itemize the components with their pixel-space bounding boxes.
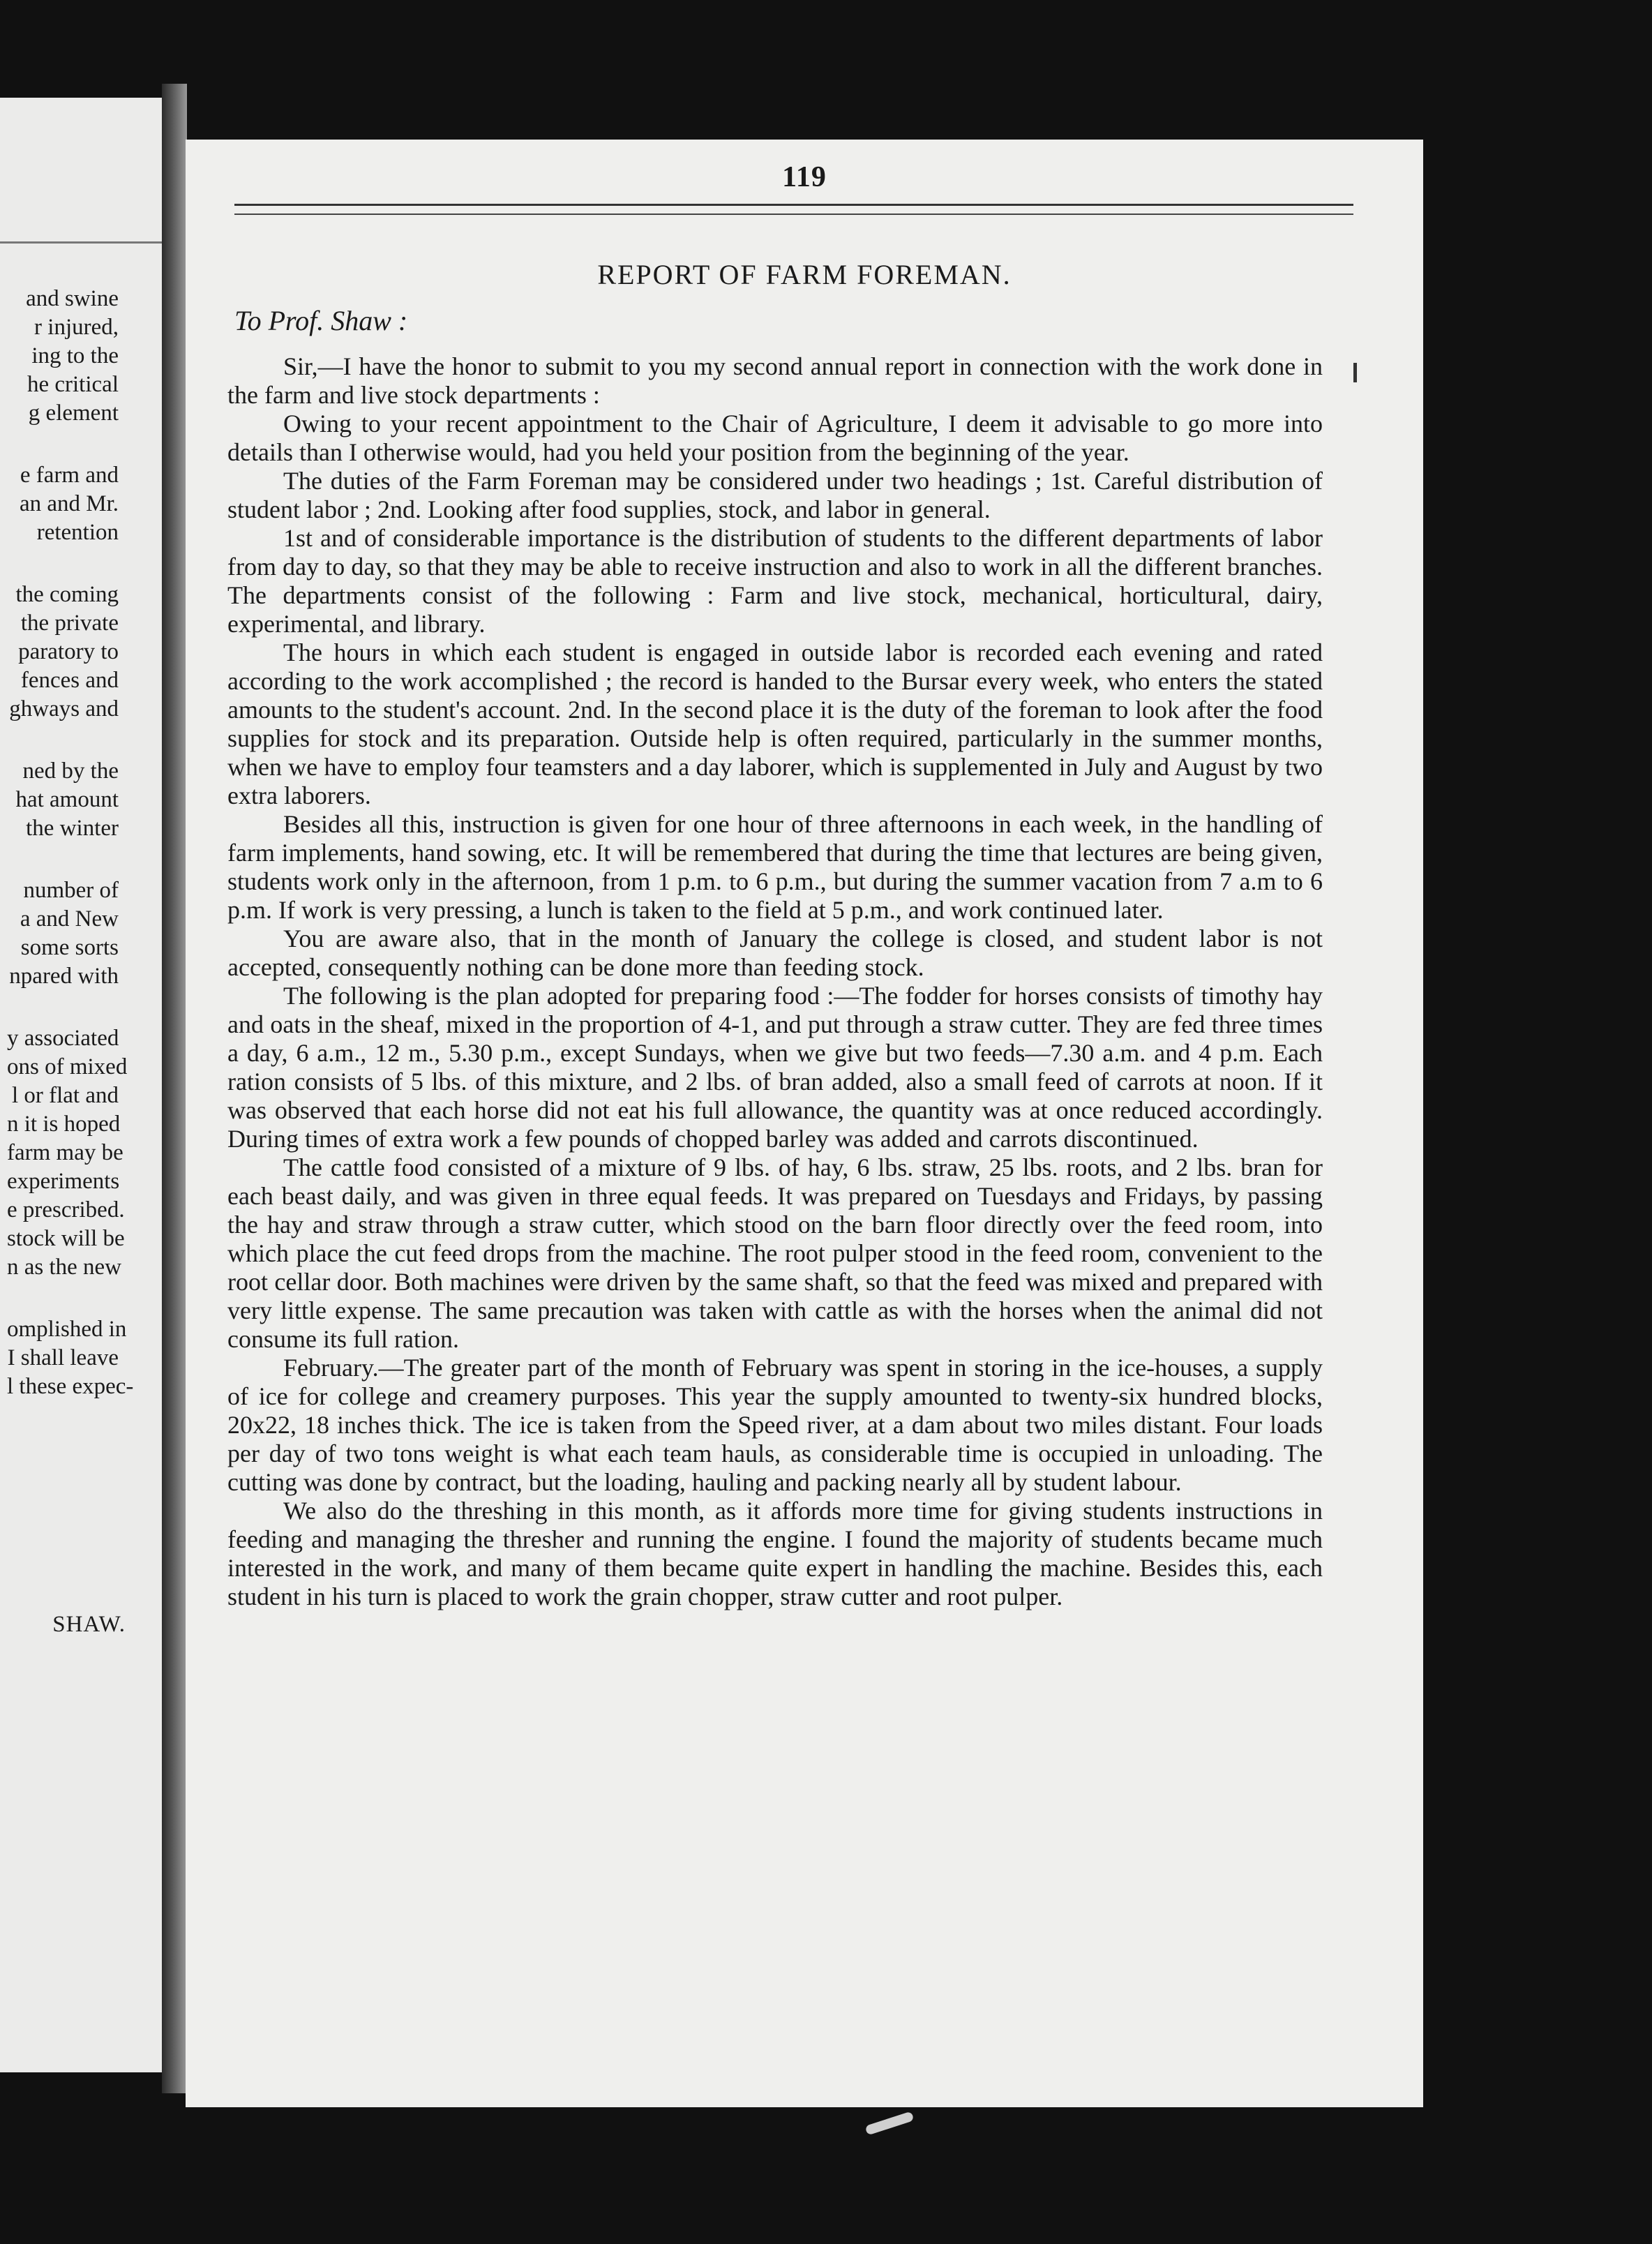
- line-gap: [7, 547, 119, 581]
- left-page-line: retention: [36, 520, 119, 545]
- right-page: [186, 140, 1423, 2107]
- left-page-line: stock will be: [7, 1226, 125, 1251]
- left-page-line: and swine: [26, 286, 119, 311]
- left-page-line: ghways and: [9, 696, 119, 721]
- left-page-line: farm may be: [7, 1140, 123, 1165]
- left-page-line: a and New: [20, 906, 119, 932]
- report-body: [227, 352, 1323, 1611]
- left-page-line: he critical: [27, 372, 119, 397]
- left-page-line: e prescribed.: [7, 1197, 125, 1222]
- left-page-line: e farm and: [20, 463, 119, 488]
- paragraph: We also do the threshing in this month, as it affords more time for giving students instructions in feeding and managing the thresher and running the engine. I found the majority of students became much interested in the work, and many of them became quite expert in handling the machine. Besides this, each student in his turn is placed to work the grain chopper, straw cutter and root pulper.: [227, 1497, 1323, 1610]
- left-page-line: r injured,: [34, 315, 119, 340]
- book-gutter: [162, 84, 187, 2093]
- header-rule: [234, 204, 1353, 206]
- left-page-line: ons of mixed: [7, 1054, 128, 1079]
- left-page-line: the winter: [26, 816, 119, 841]
- salutation: To Prof. Shaw :: [234, 305, 408, 336]
- paragraph: You are aware also, that in the month of January the college is closed, and student labor is not accepted, consequently nothing can be done more than feeding stock.: [227, 925, 1323, 981]
- left-page-line: fences and: [20, 668, 119, 693]
- left-page-line: ing to the: [31, 343, 119, 368]
- left-page-line: an and Mr.: [19, 491, 119, 516]
- left-page-line: some sorts: [20, 935, 119, 960]
- paragraph: 1st and of considerable importance is the distribution of students to the different departments of labor from day to day, so that they may be able to receive instruction and also to work in all the different branches. The departments consist of the following : Farm and live stock, mechanical, horticultural, dairy, experimental, and library.: [227, 524, 1323, 638]
- signature: SHAW.: [52, 1612, 126, 1637]
- left-page-line: g element: [28, 401, 119, 426]
- line-gap: [7, 991, 119, 1024]
- report-title: REPORT OF FARM FOREMAN.: [597, 259, 1012, 290]
- left-page-line: y associated: [7, 1026, 119, 1051]
- line-gap: [7, 843, 119, 876]
- left-page-line: the coming: [15, 582, 119, 607]
- left-page-rule: [0, 241, 162, 244]
- line-gap: [7, 1282, 119, 1315]
- left-page-text: [7, 285, 134, 1401]
- left-page-line: hat amount: [15, 787, 119, 812]
- left-page-line: experiments: [7, 1169, 120, 1194]
- line-gap: [7, 428, 119, 461]
- paragraph: The cattle food consisted of a mixture of 9 lbs. of hay, 6 lbs. straw, 25 lbs. roots, and 2 lbs. bran for each beast daily, and was given in three equal feeds. It was prepared on Tuesdays and Fridays, by passing the hay and straw through a straw cutter, which stood on the barn floor directly over the feed room, into which place the cut feed drops from the machine. The root pulper stood in the feed room, convenient to the root cellar door. Both machines were driven by the same shaft, so that the feed was mixed and prepared with very little expense. The same precaution was taken with cattle as with the horses when the animal did not consume its full ration.: [227, 1153, 1323, 1353]
- left-page-line: l or flat and: [11, 1083, 119, 1108]
- left-page-line: ned by the: [22, 758, 119, 784]
- left-page-line: npared with: [9, 964, 119, 989]
- left-page-line: number of: [23, 878, 119, 903]
- paragraph: The hours in which each student is engaged in outside labor is recorded each evening and rated according to the work accomplished ; the record is handed to the Bursar every week, who enters the stated amounts to the student's account. 2nd. In the second place it is the duty of the foreman to look after the food supplies for stock and its preparation. Outside help is often required, particularly in the summer months, when we have to employ four teamsters and a day laborer, which is supplemented in July and August by two extra laborers.: [227, 638, 1323, 809]
- left-page-line: I shall leave: [7, 1345, 119, 1370]
- left-page-line: the private: [20, 611, 119, 636]
- scan-smudge: [865, 2111, 915, 2136]
- paragraph: Besides all this, instruction is given for one hour of three afternoons in each week, in the handling of farm implements, hand sowing, etc. It will be remembered that during the time that lectures are being given, students work only in the afternoon, from 1 p.m. to 6 p.m., but during the summer vacation from 7 a.m to 6 p.m. If work is very pressing, a lunch is taken to the field at 5 p.m., and work continued later.: [227, 810, 1323, 924]
- margin-mark: [1353, 363, 1357, 382]
- paragraph: Sir,—I have the honor to submit to you my second annual report in connection with the work done in the farm and live stock departments :: [227, 352, 1323, 409]
- paragraph: The duties of the Farm Foreman may be considered under two headings ; 1st. Careful distribution of student labor ; 2nd. Looking after food supplies, stock, and labor in general.: [227, 467, 1323, 523]
- left-page-line: paratory to: [18, 639, 119, 664]
- left-page-line: n as the new: [7, 1255, 122, 1280]
- paragraph: February.—The greater part of the month of February was spent in storing in the ice-houses, a supply of ice for college and creamery purposes. This year the supply amounted to twenty-six hundred blocks, 20x22, 18 inches thick. The ice is taken from the Speed river, at a dam about two miles distant. Four loads per day of two tons weight is what each team hauls, as considerable time is occupied in unloading. The cutting was done by contract, but the loading, hauling and packing nearly all by student labour.: [227, 1354, 1323, 1496]
- page-number: 119: [782, 161, 827, 193]
- header-rule-secondary: [234, 214, 1353, 215]
- left-page-line: omplished in: [7, 1317, 127, 1342]
- left-page-line: l these expec-: [7, 1374, 134, 1399]
- left-page-line: n it is hoped: [7, 1112, 121, 1137]
- left-page: [0, 98, 162, 2072]
- line-gap: [7, 724, 119, 757]
- paragraph: Owing to your recent appointment to the Chair of Agriculture, I deem it advisable to go more into details than I otherwise would, had you held your position from the beginning of the year.: [227, 410, 1323, 466]
- paragraph: The following is the plan adopted for preparing food :—The fodder for horses consists of timothy hay and oats in the sheaf, mixed in the proportion of 4-1, and put through a straw cutter. They are fed three times a day, 6 a.m., 12 m., 5.30 p.m., except Sundays, when we give but two feeds—7.30 a.m. and 4 p.m. Each ration consists of 5 lbs. of this mixture, and 2 lbs. of bran added, also a small feed of carrots at noon. If it was observed that each horse did not eat his full allowance, the quantity was at once reduced accordingly. During times of extra work a few pounds of chopped barley was added and carrots discontinued.: [227, 982, 1323, 1153]
